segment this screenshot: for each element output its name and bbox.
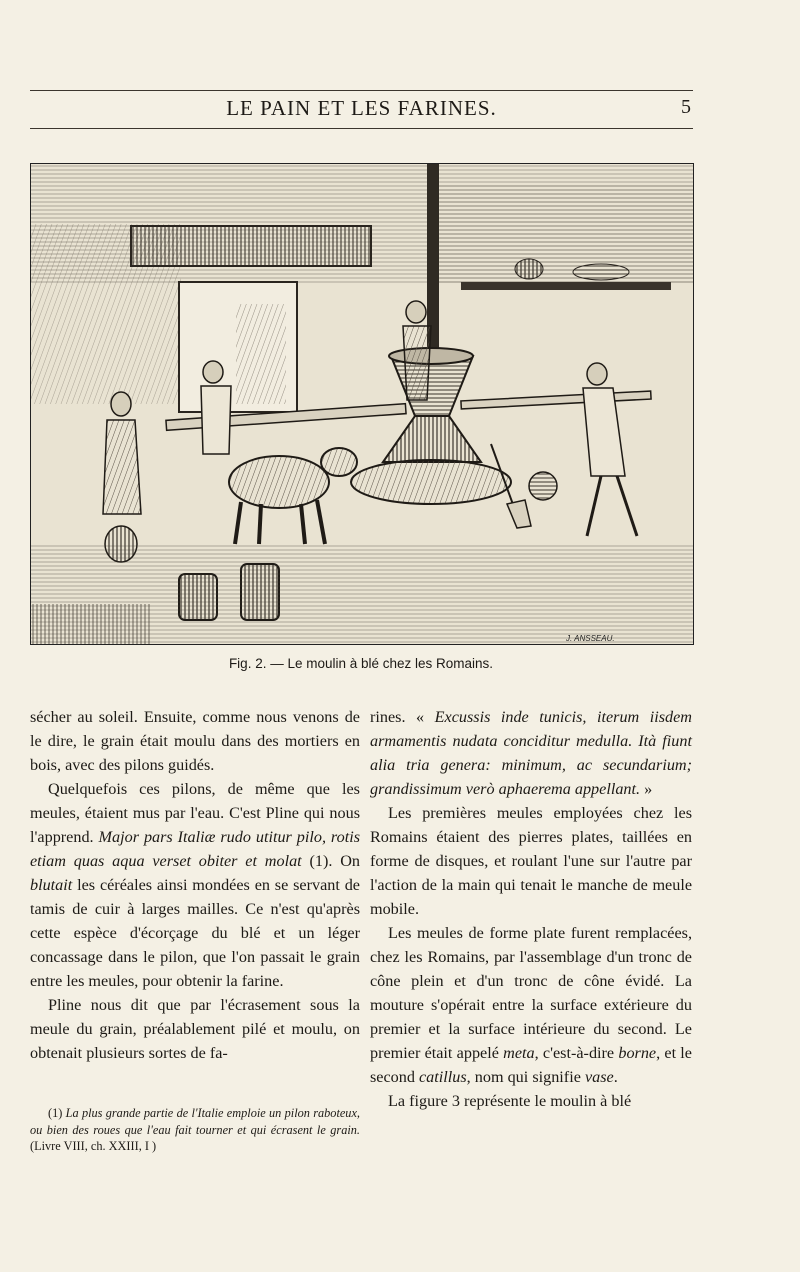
engraver-signature: J. ANSSEAU. bbox=[566, 634, 615, 643]
text-run: » bbox=[640, 780, 653, 798]
header-rule-bottom bbox=[30, 128, 693, 129]
paragraph bbox=[370, 705, 692, 801]
latin-quote: Major pars Italiæ rudo utitur pilo, rotis etiam quas aqua verset obiter et molat bbox=[30, 828, 361, 870]
text-run: , c'est-à-dire bbox=[534, 1044, 619, 1062]
emphasis: borne bbox=[618, 1044, 657, 1062]
paragraph bbox=[370, 921, 692, 1089]
text-run: Les meules de forme plate furent remplacées, chez les Romains, par l'assemblage d'un tronc de cône plein et d'un tronc de cône évidé. La mouture s'opérait entre la surface extérieure du premier et la surface intérieure du second. Le premier était appelé bbox=[370, 924, 692, 1062]
footnote-reference: (Livre VIII, ch. XXIII, I ) bbox=[30, 1139, 157, 1153]
header-rule-top bbox=[30, 90, 693, 91]
footnote-translation: La plus grande partie de l'Italie emploie un pilon raboteux, ou bien des roues que l'eau fait tourner et qui écrasent le grain. bbox=[30, 1106, 360, 1137]
text-run: Quelquefois ces pilons, de même que les meules, étaient mus par l'eau. C'est Pline qui nous l'apprend. bbox=[30, 780, 360, 846]
page-header bbox=[30, 92, 693, 126]
emphasis: blutait bbox=[30, 876, 73, 894]
paragraph: La figure 3 représente le moulin à blé bbox=[388, 1092, 632, 1110]
paragraph: sécher au soleil. Ensuite, comme nous venons de le dire, le grain était moulu dans des mortiers en bois, avec des pilons guidés. bbox=[30, 708, 360, 774]
emphasis: vase bbox=[584, 1068, 614, 1086]
paragraph bbox=[30, 777, 360, 993]
emphasis: meta bbox=[503, 1044, 535, 1062]
engraving-illustration bbox=[31, 164, 693, 644]
text-run: les céréales ainsi mondées en se servant de tamis de cuir à larges mailles. Ce n'est qu'après cette espèce d'écorçage du blé et un léger concassage dans le pilon, que l'on passait le grain entre les meules, pour obtenir la farine. bbox=[30, 876, 360, 990]
text-run: . bbox=[613, 1068, 618, 1086]
figure-caption: Fig. 2. — Le moulin à blé chez les Romains. bbox=[228, 656, 494, 671]
footnote bbox=[30, 1105, 360, 1155]
paragraph: Les premières meules employées chez les Romains étaient des pierres plates, taillées en forme de disques, et roulant l'une sur l'autre par l'action de la main qui tenait le manche de meule mobile. bbox=[370, 804, 692, 918]
text-run: (1). On bbox=[301, 852, 360, 870]
running-title: LE PAIN ET LES FARINES. bbox=[226, 96, 497, 120]
page-number: 5 bbox=[681, 96, 691, 118]
emphasis: catillus bbox=[419, 1068, 467, 1086]
footnote-marker: (1) bbox=[48, 1106, 66, 1120]
engraving-roman-mill bbox=[30, 163, 694, 645]
text-run: , nom qui signifie bbox=[466, 1068, 585, 1086]
left-column bbox=[30, 705, 360, 1065]
paragraph: Pline nous dit que par l'écrasement sous la meule du grain, préalablement pilé et moulu, on obtenait plusieurs sortes de fa- bbox=[30, 996, 360, 1062]
right-column bbox=[370, 705, 692, 1113]
text-run: , et le second bbox=[370, 1044, 692, 1086]
latin-quote: Excussis inde tunicis, iterum iisdem armamentis nudata conciditur medulla. Ità fiunt alia tria genera: minimum, ac secundarium; grandissimum verò aphaerema appellant. bbox=[370, 708, 692, 798]
text-run: rines. « bbox=[370, 708, 435, 726]
